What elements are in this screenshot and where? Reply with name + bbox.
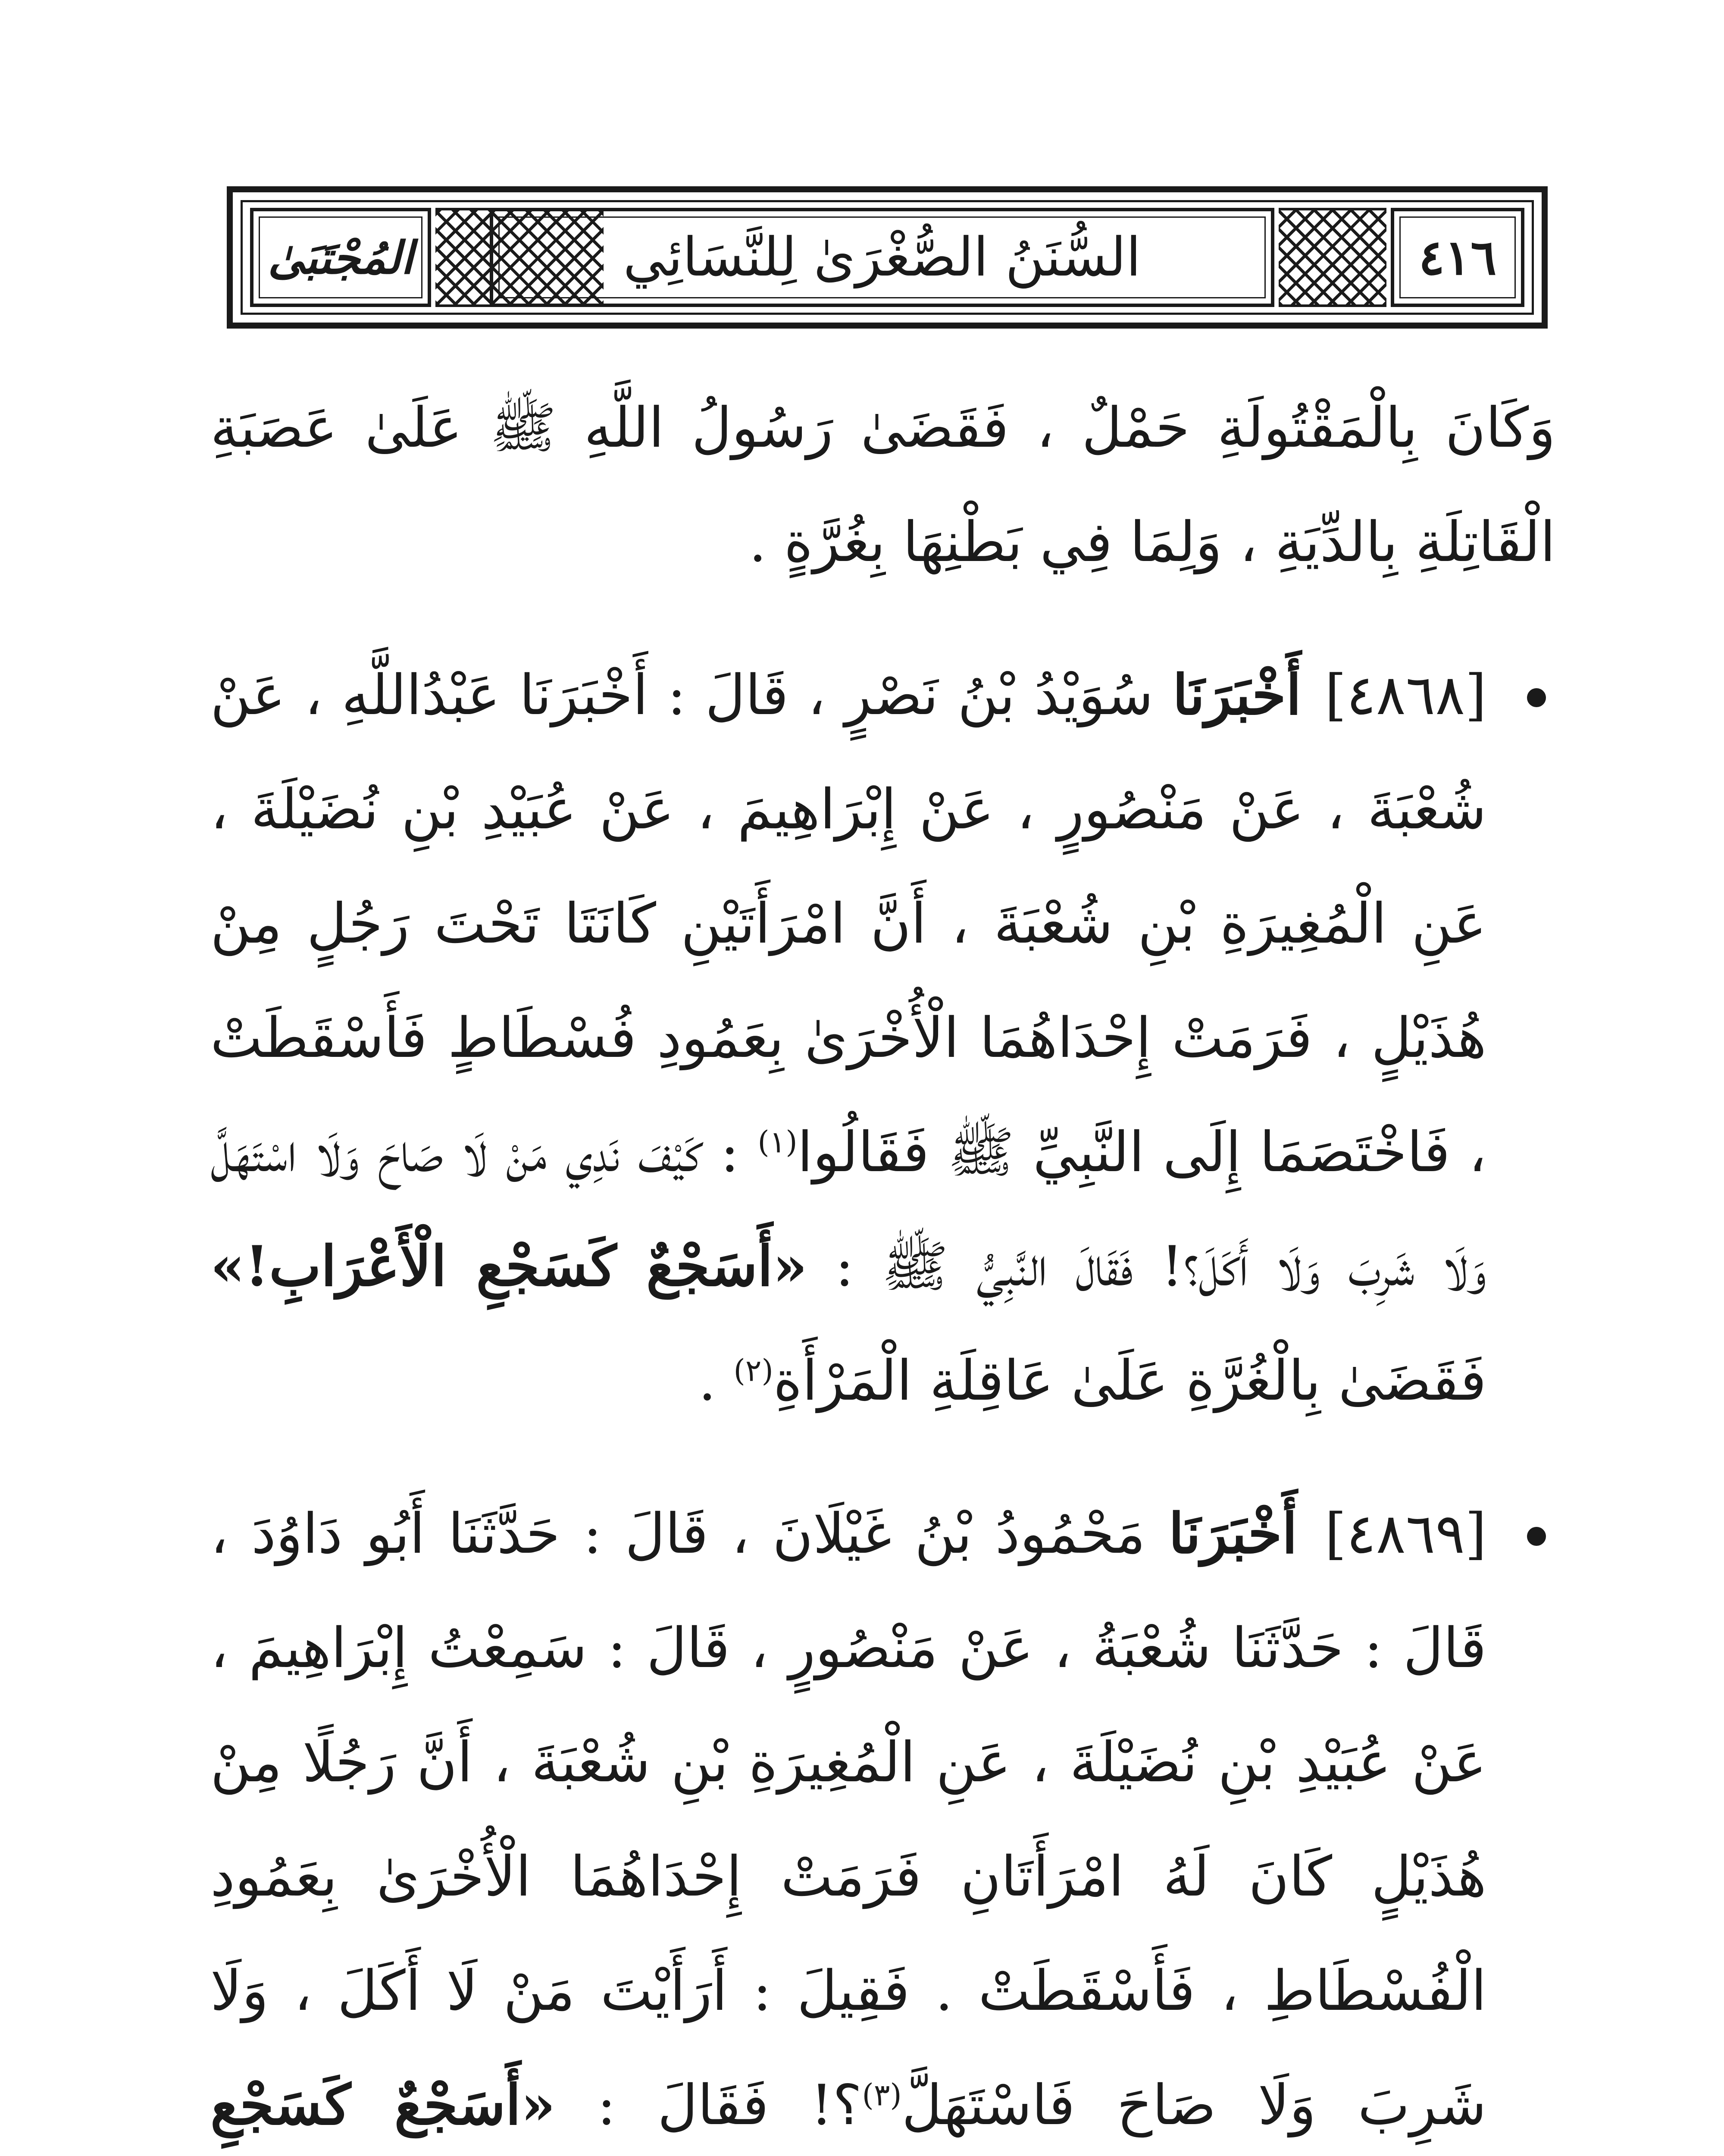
book-title: المُجْتَبَىٰ xyxy=(268,231,413,284)
hadith-lead: أَخْبَرَنَا xyxy=(1168,1501,1298,1566)
hadith-quote: «أَسَجْعٌ كَسَجْعِ الْأَعْرَابِ!» xyxy=(210,1234,807,1299)
hadith-number: [٤٨٦٨] xyxy=(1325,663,1487,727)
hadith-quote: «أَسَجْعٌ كَسَجْعِ xyxy=(210,2073,556,2137)
hadith-number: [٤٨٦٩] xyxy=(1325,1502,1487,1566)
header-ornament-right xyxy=(1279,208,1386,307)
footnote-ref-1[interactable]: (١) xyxy=(757,1124,798,1160)
bullet-icon xyxy=(1527,688,1546,707)
hadith-text-c: فَقَضَىٰ بِالْغُرَّةِ عَلَىٰ عَاقِلَةِ الْمَرْأَةِ xyxy=(773,1349,1486,1413)
hadith-text xyxy=(210,1477,1486,2156)
page-header xyxy=(227,186,1548,329)
bullet-icon xyxy=(1527,1527,1546,1546)
main-text xyxy=(210,371,1555,2156)
continuation-paragraph: وَكَانَ بِالْمَقْتُولَةِ حَمْلٌ ، فَقَضَىٰ رَسُولُ اللَّهِ ﷺ عَلَىٰ عَصَبَةِ الْقَاتِلَةِ بِالدِّيَةِ ، وَلِمَا فِي بَطْنِهَا بِغُرَّةٍ . xyxy=(210,396,1555,574)
footnote-ref-3[interactable]: (٣) xyxy=(862,2077,902,2113)
page-title: السُّنَنُ الصُّغْرَىٰ لِلنَّسَائِي xyxy=(623,226,1141,288)
book-title-box xyxy=(250,208,431,307)
hadith-text-a: مَحْمُودُ بْنُ غَيْلَانَ ، قَالَ : حَدَّثَنَا أَبُو دَاوُدَ ، قَالَ : حَدَّثَنَا شُعْبَةُ ، عَنْ مَنْصُورٍ ، قَالَ : سَمِعْتُ إِبْرَاهِيمَ ، عَنْ عُبَيْدِ بْنِ نُضَيْلَةَ ، عَنِ الْمُغِيرَةِ بْنِ شُعْبَةَ ، أَنَّ رَجُلًا مِنْ هُذَيْلٍ كَانَ لَهُ امْرَأَتَانِ فَرَمَتْ إِحْدَاهُمَا الْأُخْرَىٰ بِعَمُودِ الْفُسْطَاطِ ، فَأَسْقَطَتْ . فَقِيلَ : أَرَأَيْتَ مَنْ لَا أَكَلَ ، وَلَا شَرِبَ وَلَا صَاحَ فَاسْتَهَلَّ xyxy=(210,1502,1487,2137)
hadith-text xyxy=(210,638,1486,1438)
page-number-box xyxy=(1391,208,1524,307)
hadith-text-d: . xyxy=(698,1349,716,1413)
header-ornament-left xyxy=(435,208,604,307)
page-title-box xyxy=(490,208,1274,307)
page-number: ٤١٦ xyxy=(1418,229,1497,286)
hadith-4869 xyxy=(210,1477,1555,2156)
hadith-4868 xyxy=(210,638,1555,1438)
footnote-ref-2[interactable]: (٢) xyxy=(733,1353,773,1388)
hadith-lead: أَخْبَرَنَا xyxy=(1172,663,1302,727)
hadith-text-a: سُوَيْدُ بْنُ نَصْرٍ ، قَالَ : أَخْبَرَنَا عَبْدُاللَّهِ ، عَنْ شُعْبَةَ ، عَنْ مَنْصُورٍ ، عَنْ إِبْرَاهِيمَ ، عَنْ عُبَيْدِ بْنِ نُضَيْلَةَ ، عَنِ الْمُغِيرَةِ بْنِ شُعْبَةَ ، أَنَّ امْرَأَتَيْنِ كَانَتَا تَحْتَ رَجُلٍ مِنْ هُذَيْلٍ ، فَرَمَتْ إِحْدَاهُمَا الْأُخْرَىٰ بِعَمُودِ فُسْطَاطٍ فَأَسْقَطَتْ ، فَاخْتَصَمَا إِلَى النَّبِيِّ ﷺ فَقَالُوا xyxy=(210,663,1487,1185)
hadith-text-b: : كَيْفَ نَدِي مَنْ لَا صَاحَ وَلَا اسْتَهَلَّ وَلَا شَرِبَ وَلَا أَكَلَ؟! فَقَالَ النَّبِيُّ ﷺ : xyxy=(210,1120,1487,1299)
hadith-text-b: ؟! فَقَالَ : xyxy=(597,2073,862,2137)
